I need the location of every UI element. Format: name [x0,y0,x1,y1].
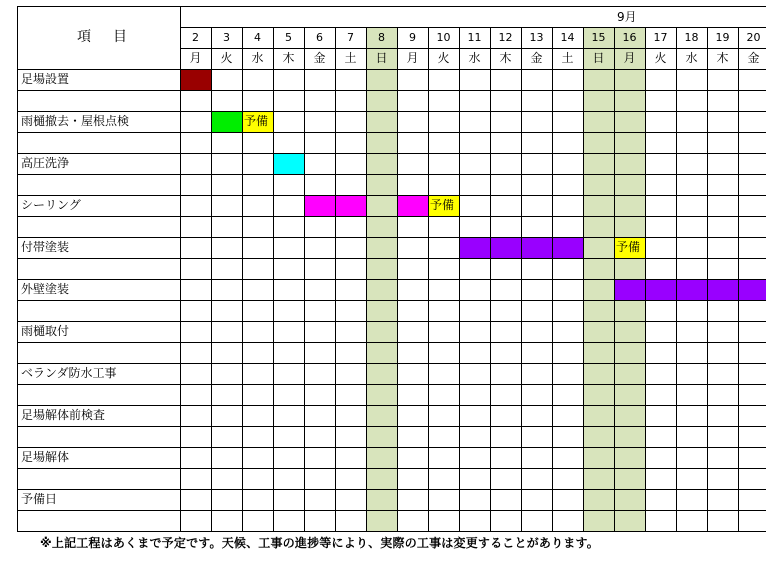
grid-hline [17,216,766,217]
schedule-note: ※上記工程はあくまで予定です。天候、工事の進捗等により、実際の工事は変更することがあります。 [40,536,599,550]
task-name: 足場解体 [21,450,70,464]
day-date: 6 [316,31,323,44]
task-name: 足場設置 [21,72,70,86]
grid-hline [17,174,766,175]
task-bar [273,153,304,174]
grid-hline [17,321,766,322]
day-weekday: 金 [747,51,760,65]
task-bar [180,69,211,90]
item-top-line [17,6,180,7]
grid-hline [17,300,766,301]
grid-vline [459,27,460,532]
day-date: 13 [529,31,544,44]
grid-vline [676,27,677,532]
grid-hline [17,258,766,259]
day-weekday: 土 [561,51,574,65]
grid-vline [242,27,243,532]
day-weekday: 木 [499,51,512,65]
task-name: 予備日 [21,492,58,506]
grid-vline [738,27,739,532]
task-name: ベランダ防水工事 [21,366,117,380]
day-date: 9 [409,31,416,44]
grid-vline [614,27,615,532]
item-header: 項 目 [77,29,131,45]
day-date: 2 [192,31,199,44]
grid-hline [17,195,766,196]
task-bar [707,279,738,300]
day-date: 19 [715,31,730,44]
day-weekday: 土 [344,51,357,65]
day-weekday: 水 [685,51,698,65]
grid-hline [17,468,766,469]
day-date: 4 [254,31,261,44]
day-weekday: 火 [220,51,233,65]
grid-vline [335,27,336,532]
day-weekday: 日 [375,51,388,65]
reserve-label: 予備 [244,114,269,128]
grid-vline [583,27,584,532]
day-date: 20 [746,31,761,44]
task-bar [521,237,552,258]
day-weekday: 金 [313,51,326,65]
grid-vline [180,6,181,532]
day-weekday: 月 [623,51,636,65]
grid-hline [17,447,766,448]
table-left-border [17,6,18,532]
reserve-label: 予備 [430,198,455,212]
grid-vline [211,27,212,532]
task-bar [645,279,676,300]
month-label: 9月 [617,10,637,24]
task-name: 付帯塗装 [21,240,70,254]
task-bar [614,279,645,300]
day-weekday: 金 [530,51,543,65]
grid-hline [17,510,766,511]
day-weekday: 水 [468,51,481,65]
day-date: 15 [591,31,606,44]
day-date: 3 [223,31,230,44]
grid-vline [645,27,646,532]
task-bar [335,195,366,216]
day-date: 10 [436,31,451,44]
day-date: 11 [467,31,482,44]
grid-vline [366,27,367,532]
grid-vline [490,27,491,532]
date-top-line [180,27,766,28]
day-weekday: 月 [189,51,202,65]
day-weekday: 木 [282,51,295,65]
task-bar [738,279,766,300]
task-name: シーリング [21,198,81,212]
task-bar [459,237,490,258]
grid-vline [707,27,708,532]
grid-hline [17,69,766,70]
task-name: 外壁塗装 [21,282,70,296]
day-date: 8 [378,31,385,44]
task-bar [211,111,242,132]
grid-hline [17,237,766,238]
task-name: 雨樋撤去・屋根点検 [21,114,130,128]
grid-hline [17,342,766,343]
day-weekday: 火 [654,51,667,65]
day-date: 14 [560,31,575,44]
reserve-label: 予備 [616,240,641,254]
day-weekday: 水 [251,51,264,65]
task-bar [676,279,707,300]
grid-hline [17,531,766,532]
day-date: 12 [498,31,513,44]
grid-hline [17,384,766,385]
grid-vline [304,27,305,532]
day-date: 18 [684,31,699,44]
day-weekday: 月 [406,51,419,65]
grid-hline [17,153,766,154]
grid-vline [397,27,398,532]
grid-hline [17,90,766,91]
task-name: 雨樋取付 [21,324,70,338]
grid-hline [17,426,766,427]
grid-vline [428,27,429,532]
grid-hline [17,405,766,406]
task-name: 高圧洗浄 [21,156,70,170]
day-date: 16 [622,31,637,44]
grid-vline [521,27,522,532]
grid-hline [17,132,766,133]
day-date: 17 [653,31,668,44]
task-bar [552,237,583,258]
month-top-line [180,6,766,7]
task-bar [490,237,521,258]
day-weekday: 木 [716,51,729,65]
grid-hline [17,489,766,490]
day-weekday: 日 [592,51,605,65]
weekday-top-line [180,48,766,49]
grid-hline [17,111,766,112]
grid-vline [552,27,553,532]
day-date: 7 [347,31,354,44]
grid-vline [273,27,274,532]
task-bar [304,195,335,216]
task-name: 足場解体前検査 [21,408,106,422]
grid-hline [17,279,766,280]
grid-hline [17,363,766,364]
day-date: 5 [285,31,292,44]
day-weekday: 火 [437,51,450,65]
task-bar [397,195,428,216]
